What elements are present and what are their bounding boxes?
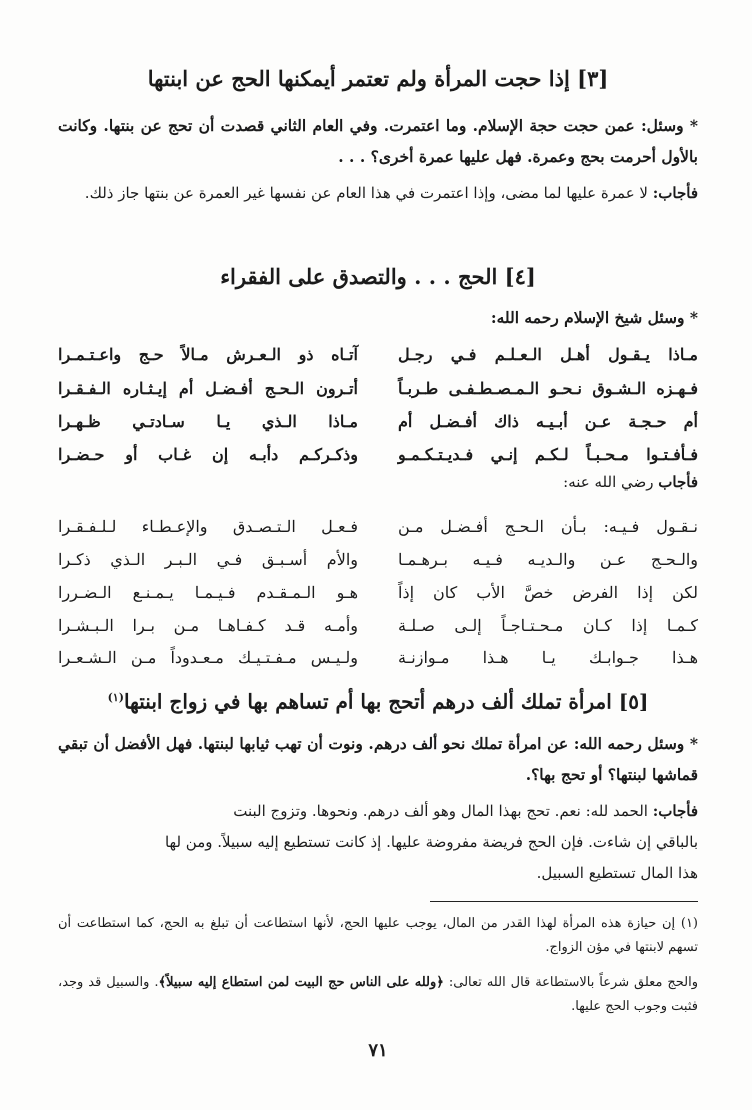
verse-first-hemistich: أم حـجـة عـن أبـيـه ذاك أفـضـل أم: [398, 412, 698, 431]
section-5-answer-line-1: [233, 796, 698, 826]
verse-row: [58, 576, 698, 610]
book-page: [58, 0, 698, 1110]
verse-second-hemistich: فـعـل الـتـصـدق والإعـطـاء لـلـفـقـرا: [58, 517, 358, 536]
quran-verse: ﴿ولله على الناس حج البيت لمن استطاع إليه سبيلاً﴾: [158, 975, 444, 990]
verse-second-hemistich: أتـرون الـحـج أفـضـل أم إيـثـاره الـفـقـرا: [58, 379, 358, 398]
footnote-text: . والسبيل قد وجد، فثبت وجوب الحج عليها.: [58, 975, 698, 1014]
verse-second-hemistich: وذكـركـم دأبـه إن غـاب أو حـضـرا: [58, 445, 358, 464]
section-3-heading: [٣] إذا حجت المرأة ولم تعتمر أيمكنها الحج عن ابنتها: [147, 66, 609, 91]
verse-row: [58, 372, 698, 406]
section-5-answer-line-3: هذا المال تستطيع السبيل.: [536, 864, 698, 882]
section-5-answer-line-2: بالباقي إن شاءت. فإن الحج فريضة مفروضة عليها. إذ كانت تستطيع إليه سبيلاً. ومن لها: [164, 833, 698, 851]
verse-second-hemistich: آتـاه ذو الـعـرش مـالاً حـج واعـتـمـرا: [58, 345, 358, 364]
verse-first-hemistich: والـحـج عـن والـديـه فـيـه بـرهـمـا: [398, 550, 698, 569]
verse-row: [58, 510, 698, 544]
answer-text: لا عمرة عليها لما مضى، وإذا اعتمرت في هذا العام عن نفسها غير العمرة عن بنتها جاز ذلك.: [84, 184, 653, 202]
answer-text: الحمد لله: نعم. تحج بهذا المال وهو ألف درهم. ونحوها. وتزوج البنت: [233, 802, 653, 820]
answer-lead: فأجاب: [658, 473, 698, 491]
section-4-question: * وسئل شيخ الإسلام رحمه الله:: [490, 308, 698, 327]
verse-row: [58, 543, 698, 577]
answer-lead: فأجاب:: [652, 184, 698, 202]
verse-row: [58, 641, 698, 675]
verse-first-hemistich: لكن إذا الفرض خصَّ الأب كان إذاً: [398, 583, 698, 602]
verse-first-hemistich: فـهـزه الـشـوق نـحـو الـمـصـطـفـى طـربـاً: [398, 379, 698, 398]
footnote-separator: [430, 901, 698, 902]
verse-row: [58, 405, 698, 439]
footnote-marker: (١): [107, 691, 124, 704]
section-4-heading: [٤] الحج . . . والتصدق على الفقراء: [220, 264, 536, 289]
verse-second-hemistich: ولـيـس مـفـتـيـك مـعـدوداً مـن الـشـعـرا: [58, 648, 358, 667]
verse-row: [58, 338, 698, 372]
section-3-question: * وسئل: عمن حجت حجة الإسلام. وما اعتمرت. وفي العام الثاني قصدت أن تحج عن بنتها. وكانت بالأول أحرمت بحج وعمرة. فهل عليها عمرة أخرى؟ . . .: [58, 116, 698, 166]
page-number: ٧١: [368, 1040, 388, 1061]
verse-second-hemistich: مـاذا الـذي يـا سـادتـي ظـهـرا: [58, 412, 358, 431]
section-3-answer: [58, 178, 698, 209]
section-5-heading: [58, 683, 698, 717]
answer-lead: فأجاب:: [652, 802, 698, 820]
footnote-text: والحج معلق شرعاً بالاستطاعة قال الله تعالى:: [443, 975, 698, 990]
verse-first-hemistich: كـمـا إذا كـان مـحـتـاجـاً إلـى صـلـة: [398, 616, 698, 635]
verse-first-hemistich: نـقـول فـيـه: بـأن الـحـج أفـضـل مـن: [398, 517, 698, 536]
verse-row: [58, 609, 698, 643]
section-5-question: * وسئل رحمه الله: عن امرأة تملك نحو ألف درهم. ونوت أن تهب ثيابها لبنتها. فهل الأفضل أن تبقي قماشها لبنتها؟ أو تحج بها؟.: [58, 734, 698, 784]
verse-first-hemistich: فـأفـتـوا مـحـبـاً لـكـم إنـي فـديـتـكـمـو: [398, 445, 698, 464]
answer-text: رضي الله عنه:: [563, 473, 659, 491]
section-5-heading-text: [٥] امرأة تملك ألف درهم أتحج بها أم تساهم بها في زواج ابنتها: [123, 689, 649, 714]
verse-second-hemistich: وأمـه قـد كـفـاهـا مـن بـرا الـبـشـرا: [58, 616, 358, 635]
verse-second-hemistich: والأم أسـبـق فـي الـبـر الـذي ذكـرا: [58, 550, 358, 569]
section-4-answer-intro: [563, 467, 698, 497]
verse-first-hemistich: هـذا جـوابـك يـا هـذا مـوازنـة: [398, 648, 698, 667]
verse-second-hemistich: هـو الـمـقـدم فـيـمـا يـمـنـع الـضـررا: [58, 583, 358, 602]
footnote-paragraph-2: [58, 971, 698, 1019]
footnote-paragraph-1: (١) إن حيازة هذه المرأة لهذا القدر من المال، يوجب عليها الحج، لأنها استطاعت أن تبلغ به الحج، كما استطاعت أن تسهم لابنتها في مؤن الزواج.: [58, 916, 698, 955]
verse-first-hemistich: مـاذا يـقـول أهـل الـعـلـم فـي رجـل: [398, 345, 698, 364]
